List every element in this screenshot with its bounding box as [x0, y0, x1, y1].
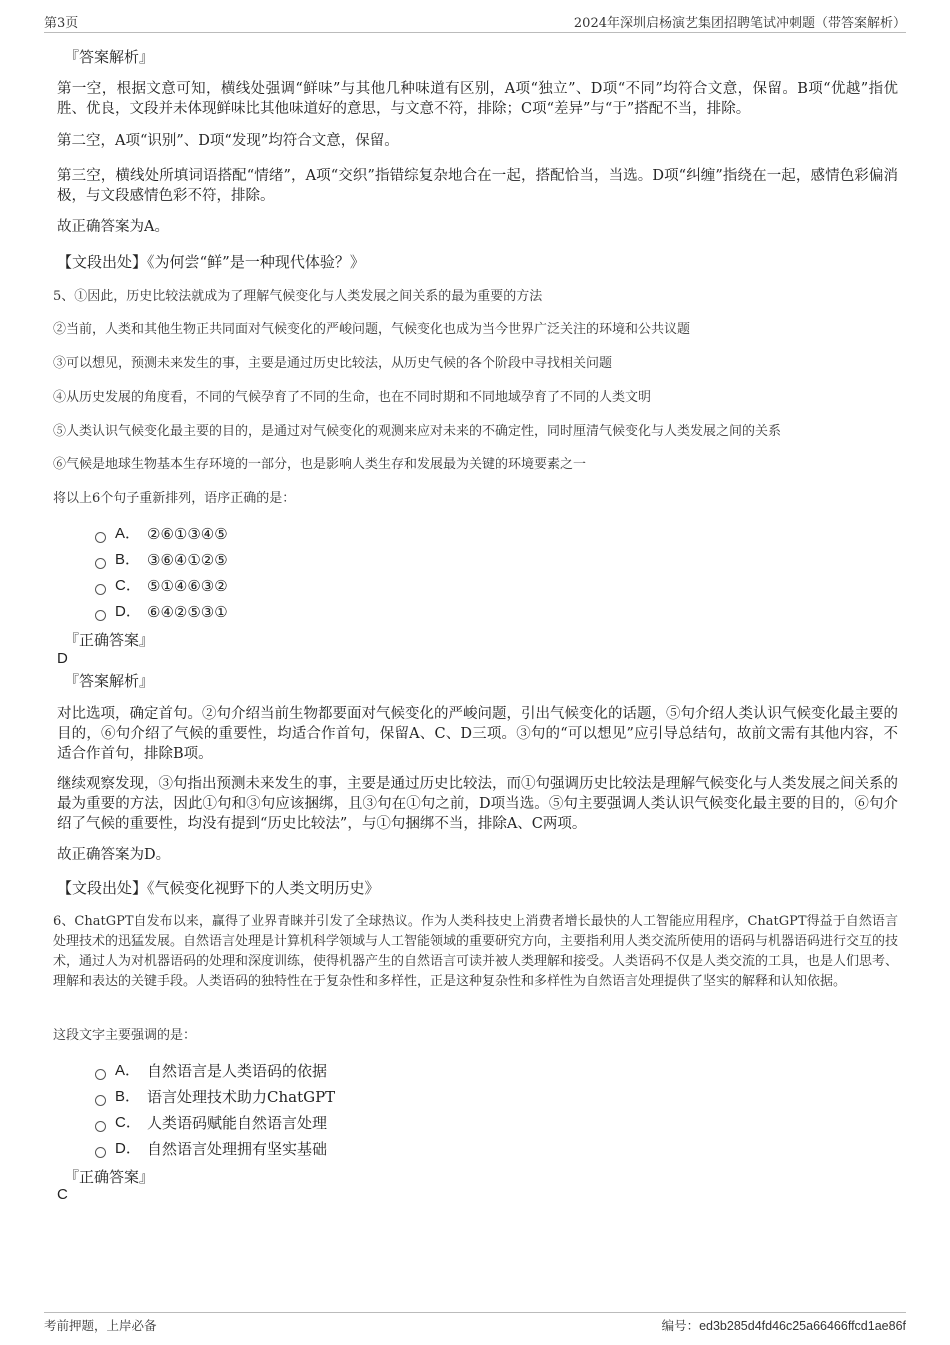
option-letter: A．	[115, 1062, 141, 1079]
option-text: ⑥④②⑤③①	[147, 603, 228, 621]
correct-answer: C	[57, 1186, 68, 1203]
question-5-line: ⑤人类认识气候变化最主要的目的，是通过对气候变化的观测来应对未来的不确定性，同时厘清气候变化与人类发展之间的关系	[53, 424, 782, 439]
page-footer	[44, 1312, 906, 1334]
option-text: 自然语言处理拥有坚实基础	[147, 1140, 328, 1158]
analysis-paragraph: 继续观察发现，③句指出预测未来发生的事，主要是通过历史比较法，而①句强调历史比较法是理解气候变化与人类发展之间关系的最为重要的方法，因此①句和③句应该捆绑，且③句在①句之前，D项当选。⑤句主要强调人类认识气候变化最主要的目的，⑥句介绍了气候的重要性，均没有提到“历史比较法”，与①句捆绑不当，排除A、C两项。	[57, 776, 898, 832]
question-6-prompt: 这段文字主要强调的是：	[53, 1028, 197, 1043]
radio-icon[interactable]	[95, 558, 106, 569]
option-a[interactable]	[95, 1061, 327, 1081]
option-letter: C．	[115, 1114, 141, 1131]
option-c[interactable]	[95, 576, 228, 596]
question-5-line: 5、①因此，历史比较法就成为了理解气候变化与人类发展之间关系的最为重要的方法	[53, 289, 543, 304]
correct-answer-label: 『正确答案』	[64, 631, 155, 649]
option-b[interactable]	[95, 550, 228, 570]
analysis-paragraph: 第三空，横线处所填词语搭配“情绪”，A项“交织”指错综复杂地合在一起，搭配恰当，当选。D项“纠缠”指绕在一起，感情色彩偏消极，与文段感情色彩不符，排除。	[57, 168, 898, 204]
analysis-paragraph: 对比选项，确定首句。②句介绍当前生物都要面对气候变化的严峻问题，引出气候变化的话题，⑤句介绍人类认识气候变化最主要的目的，⑥句介绍了气候的重要性，均适合作首句，保留A、C、D三项。③句的“可以想见”应引导总结句，故前文需有其他内容，不适合作首句，排除B项。	[57, 706, 898, 762]
question-5-line: ⑥气候是地球生物基本生存环境的一部分，也是影响人类生存和发展最为关键的环境要素之一	[53, 457, 587, 472]
analysis-conclusion: 故正确答案为D。	[57, 847, 171, 863]
footer-slogan: 考前押题，上岸必备	[44, 1318, 157, 1333]
analysis-label: 『答案解析』	[64, 48, 155, 66]
question-5-line: ③可以想见，预测未来发生的事，主要是通过历史比较法，从历史气候的各个阶段中寻找相关问题	[53, 356, 613, 371]
page-header	[44, 10, 906, 33]
option-text: 自然语言是人类语码的依据	[147, 1062, 328, 1080]
option-c[interactable]	[95, 1113, 327, 1133]
source-citation: 【文段出处】《气候变化视野下的人类文明历史》	[57, 879, 380, 897]
option-text: ②⑥①③④⑤	[147, 525, 228, 543]
option-d[interactable]	[95, 1139, 327, 1159]
option-letter: A．	[115, 525, 141, 542]
document-id: 编号：ed3b285d4fd46c25a66466ffcd1ae86f	[661, 1319, 906, 1333]
option-letter: B．	[115, 551, 141, 568]
option-letter: D．	[115, 603, 141, 620]
option-b[interactable]	[95, 1087, 335, 1107]
question-6-stem: 6、ChatGPT自发布以来，赢得了业界青睐并引发了全球热议。作为人类科技史上消费者增长最快的人工智能应用程序，ChatGPT得益于自然语言处理技术的迅猛发展。自然语言处理是计算机科学领域与人工智能领域的重要研究方向，主要指利用人类交流所使用的语码与机器语码进行交互的技术，通过人为对机器语码的处理和深度训练，使得机器产生的自然语言可读并被人类理解和接受。人类语码不仅是人类交流的工具，也是人们思考、理解和表达的关键手段。人类语码的独特性在于复杂性和多样性，正是这种复杂性和多样性为自然语言处理提供了坚实的解释和认知依据。	[53, 914, 899, 989]
radio-icon[interactable]	[95, 1069, 106, 1080]
option-text: 人类语码赋能自然语言处理	[147, 1114, 328, 1132]
option-text: 语言处理技术助力ChatGPT	[147, 1088, 336, 1106]
question-5-line: ④从历史发展的角度看，不同的气候孕育了不同的生命，也在不同时期和不同地域孕育了不同的人类文明	[53, 390, 652, 405]
option-letter: D．	[115, 1140, 141, 1157]
option-a[interactable]	[95, 524, 228, 544]
radio-icon[interactable]	[95, 584, 106, 595]
analysis-conclusion: 故正确答案为A。	[57, 219, 169, 235]
option-letter: C．	[115, 577, 141, 594]
question-5-line: ②当前，人类和其他生物正共同面对气候变化的严峻问题，气候变化也成为当今世界广泛关注的环境和公共议题	[53, 322, 691, 337]
radio-icon[interactable]	[95, 532, 106, 543]
option-text: ⑤①④⑥③②	[147, 577, 228, 595]
correct-answer: D	[57, 650, 68, 667]
option-d[interactable]	[95, 602, 228, 622]
option-text: ③⑥④①②⑤	[147, 551, 228, 569]
radio-icon[interactable]	[95, 1121, 106, 1132]
radio-icon[interactable]	[95, 610, 106, 621]
source-citation: 【文段出处】《为何尝“鲜”是一种现代体验？》	[57, 253, 365, 271]
analysis-paragraph: 第一空，根据文意可知，横线处强调“鲜味”与其他几种味道有区别，A项“独立”、D项“不同”均符合文意，保留。B项“优越”指优胜、优良，文段并未体现鲜味比其他味道好的意思，与文意不符，排除；C项“差异”与“于”搭配不当，排除。	[57, 81, 898, 117]
question-5-prompt: 将以上6个句子重新排列，语序正确的是：	[53, 491, 296, 506]
page-number: 第3页	[44, 15, 79, 31]
correct-answer-label: 『正确答案』	[64, 1168, 155, 1186]
document-title: 2024年深圳启杨演艺集团招聘笔试冲刺题（带答案解析）	[573, 15, 906, 31]
analysis-label: 『答案解析』	[64, 672, 155, 690]
radio-icon[interactable]	[95, 1095, 106, 1106]
radio-icon[interactable]	[95, 1147, 106, 1158]
option-letter: B．	[115, 1088, 141, 1105]
analysis-paragraph: 第二空，A项“识别”、D项“发现”均符合文意，保留。	[57, 133, 399, 149]
